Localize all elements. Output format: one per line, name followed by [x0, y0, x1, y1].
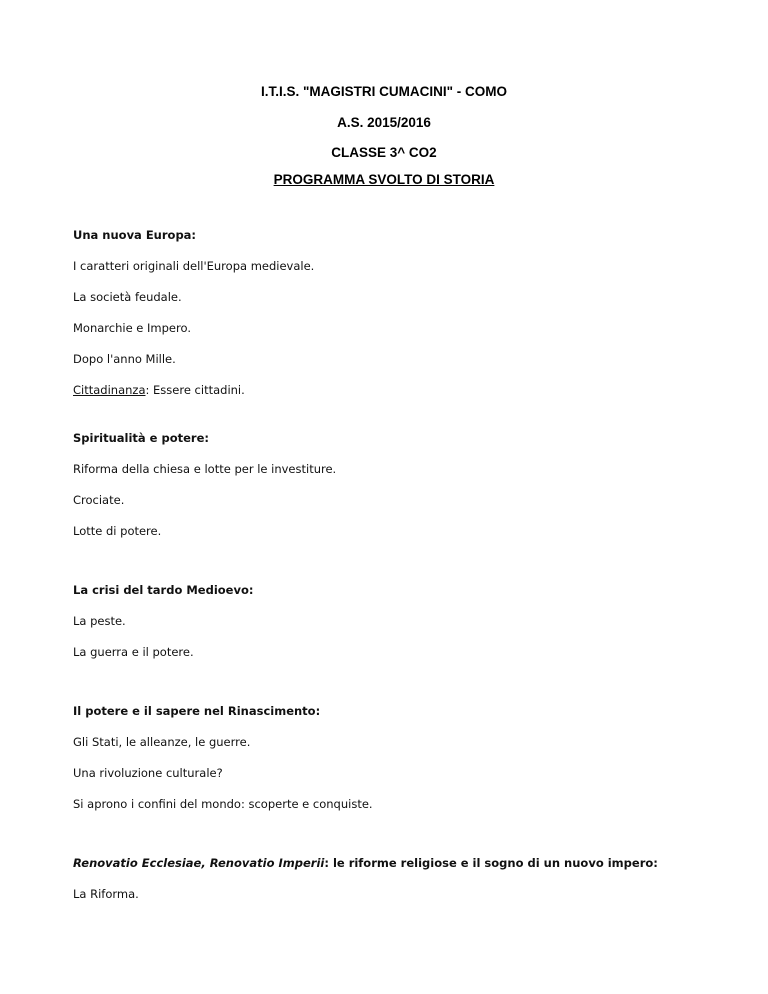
class-name: CLASSE 3^ CO2	[331, 145, 437, 160]
list-item: Dopo l'anno Mille.	[73, 352, 176, 366]
section-heading-italic: Renovatio Ecclesiae, Renovatio Imperii	[73, 856, 325, 870]
list-item: Monarchie e Impero.	[73, 321, 191, 335]
section-heading	[73, 856, 658, 870]
list-item: Si aprono i confini del mondo: scoperte e conquiste.	[73, 797, 373, 811]
list-item: I caratteri originali dell'Europa medievale.	[73, 259, 315, 273]
list-item: La società feudale.	[73, 290, 182, 304]
list-item: Una rivoluzione culturale?	[73, 766, 223, 780]
section-heading: Spiritualità e potere:	[73, 431, 209, 445]
list-item: Riforma della chiesa e lotte per le investiture.	[73, 462, 337, 476]
list-item: Crociate.	[73, 493, 125, 507]
list-item: La Riforma.	[73, 887, 139, 901]
list-item: Gli Stati, le alleanze, le guerre.	[73, 735, 251, 749]
section-heading: Il potere e il sapere nel Rinascimento:	[73, 704, 321, 718]
list-item: La peste.	[73, 614, 126, 628]
school-year: A.S. 2015/2016	[337, 115, 431, 130]
citizenship-label: Cittadinanza	[73, 383, 146, 397]
document-title: PROGRAMMA SVOLTO DI STORIA	[273, 172, 495, 187]
section-heading-rest: : le riforme religiose e il sogno di un nuovo impero:	[324, 856, 658, 870]
citizenship-item	[73, 383, 245, 397]
section-heading: La crisi del tardo Medioevo:	[73, 583, 254, 597]
school-name: I.T.I.S. "MAGISTRI CUMACINI" - COMO	[260, 84, 508, 99]
list-item: La guerra e il potere.	[73, 645, 194, 659]
list-item: Lotte di potere.	[73, 524, 162, 538]
citizenship-text: : Essere cittadini.	[145, 383, 245, 397]
section-heading: Una nuova Europa:	[73, 228, 197, 242]
